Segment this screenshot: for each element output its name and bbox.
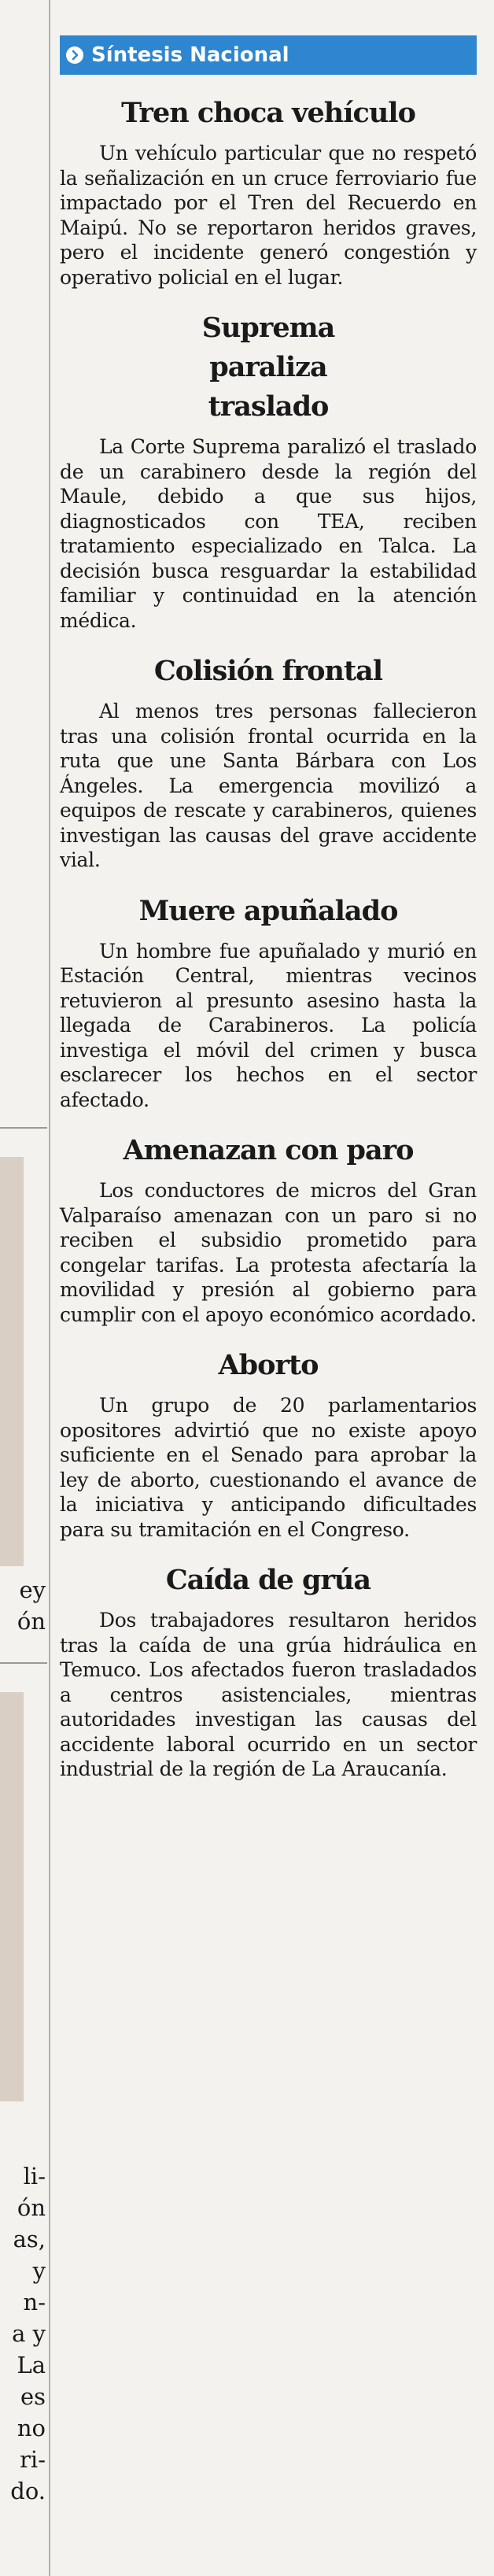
left-text-fragment-top — [5, 1574, 46, 1637]
article-body: Los conductores de micros del Gran Valparaíso amenazan con un paro si no reciben el subsidio prometido para congelar tarifas. La protesta afectaría la movilidad y presión al gobierno para cumplir con el apoyo económico acordado. — [60, 1179, 477, 1326]
headline: Caída de grúa — [165, 1564, 371, 1596]
news-item-colision — [60, 652, 477, 873]
left-fragment-line: do. — [10, 2478, 46, 2504]
article-body: La Corte Suprema paralizó el traslado de un carabinero desde la región del Maule, debido a que sus hijos, diagnosticados con TEA, reciben tratamiento especializado en Talca. La decisión busca resguardar la estabilidad familiar y continuidad en la atención médica. — [60, 435, 477, 632]
left-fragment-line: La — [17, 2352, 46, 2378]
left-fragment-line: ón — [17, 2194, 46, 2221]
article-body: Un vehículo particular que no respetó la señalización en un cruce ferroviario fue impactado por el Tren del Recuerdo en Maipú. No se reportaron heridos graves, pero el incidente generó congestión y operativo policial en el lugar. — [60, 142, 477, 289]
left-fragment-line: n- — [23, 2289, 46, 2315]
headline: Aborto — [218, 1349, 319, 1381]
left-fragment-line: ey — [19, 1576, 46, 1603]
left-photo-fragment — [0, 1692, 24, 2101]
left-fragment-line: as, — [13, 2226, 46, 2253]
news-item-grua — [60, 1561, 477, 1782]
left-rule — [0, 1127, 47, 1129]
headline: Suprema paraliza traslado — [201, 312, 335, 423]
sintesis-column — [60, 35, 477, 1782]
article-body: Al menos tres personas fallecieron tras una colisión frontal ocurrida en la ruta que une Santa Bárbara con Los Ángeles. La emergencia movilizó a equipos de rescate y carabineros, quienes investigan las causas del grave accidente vial. — [60, 700, 477, 871]
headline: Tren choca vehículo — [121, 97, 415, 129]
article-body: Un hombre fue apuñalado y murió en Estación Central, mientras vecinos retuvieron al presunto asesino hasta la llegada de Carabineros. La policía investiga el móvil del crimen y busca esclarecer los hechos en el sector afectado. — [60, 939, 477, 1111]
left-text-fragment-bottom — [5, 2160, 46, 2507]
left-fragment-line: y — [32, 2257, 46, 2284]
section-label: Síntesis Nacional — [91, 43, 289, 67]
left-fragment-line: es — [20, 2383, 46, 2410]
article-body: Un grupo de 20 parlamentarios opositores advirtió que no existe apoyo suficiente en el Senado para aprobar la ley de aborto, cuestionando el avance de la iniciativa y anticipando dificultades para su tramitación en el Congreso. — [60, 1394, 477, 1541]
section-header — [60, 35, 477, 75]
left-rule — [0, 1662, 47, 1664]
left-photo-fragment — [0, 1157, 24, 1566]
left-fragment-line: li- — [23, 2163, 46, 2190]
left-fragment-line: ón — [17, 1608, 46, 1635]
headline: Muere apuñalado — [138, 894, 398, 927]
news-item-apunalado — [60, 892, 477, 1113]
news-item-tren — [60, 94, 477, 290]
article-body: Dos trabajadores resultaron heridos tras la caída de una grúa hidráulica en Temuco. Los afectados fueron trasladados a centros asistenciales, mientras autoridades investigan las causas del accidente laboral ocurrido en un sector industrial de la región de La Araucanía. — [60, 1609, 477, 1780]
headline: Colisión frontal — [153, 655, 383, 687]
news-item-aborto — [60, 1346, 477, 1542]
left-fragment-line: no — [17, 2415, 46, 2441]
news-item-suprema — [60, 309, 477, 633]
column-divider — [49, 0, 50, 2576]
headline: Amenazan con paro — [123, 1134, 414, 1166]
news-item-paro — [60, 1131, 477, 1327]
left-fragment-line: ri- — [20, 2446, 46, 2473]
chevron-right-circle-icon — [66, 46, 83, 64]
adjacent-page-strip — [0, 0, 47, 2576]
left-fragment-line: a y — [12, 2320, 46, 2347]
